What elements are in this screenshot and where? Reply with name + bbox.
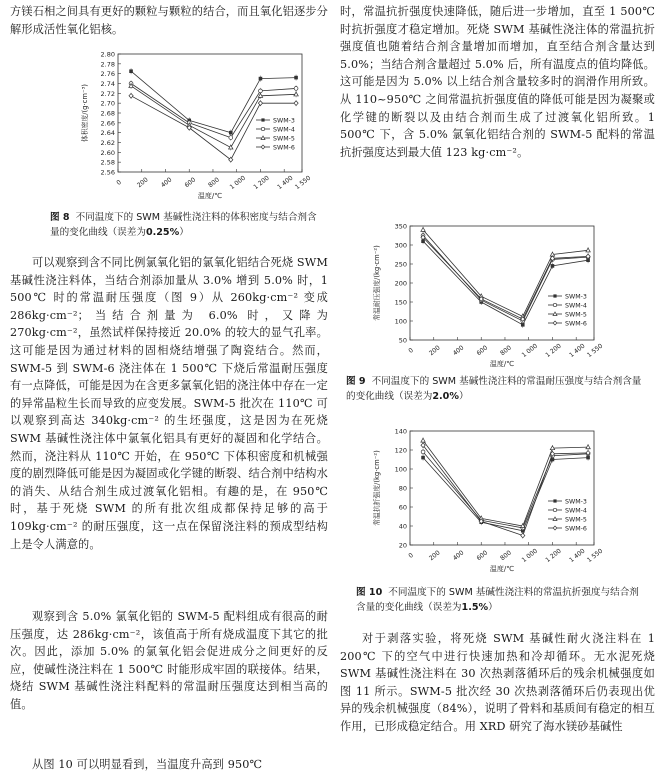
x-tick-label: 600: [475, 549, 490, 563]
caption-text: 不同温度下的 SWM 基碱性浇注料的常温耐压强度与结合剂含量的变化曲线（误差为: [346, 376, 642, 402]
x-tick-label: 800: [499, 549, 513, 563]
y-tick-label: 300: [394, 241, 407, 250]
y-tick-label: 350: [394, 222, 407, 231]
y-tick-label: 150: [394, 298, 407, 307]
caption-error: 2.0%: [432, 391, 459, 402]
legend-label: SWM-6: [565, 525, 587, 533]
right-bottom-paragraph: 对于剥落实验，将死烧 SWM 基碱性耐火浇注料在 1 200℃ 下的空气中进行快速加热和冷却循环。无水泥死烧 SWM 基碱性浇注料在 30 次热剥落循环后的残余机械强度如图 11 所示。SWM-5 批次经 30 次热剥落循环后仍表现出优异的残余机械强度（84%），说明了骨料和基质间有稳定的相互作用，已形成稳定结合。用 XRD 研究了海水镁砂基碱性: [340, 632, 655, 733]
x-tick-label: 200: [428, 549, 442, 563]
legend-marker: [553, 294, 556, 297]
chart-compressive-strength: [370, 220, 605, 368]
data-point: [229, 131, 233, 135]
data-point: [259, 89, 263, 93]
data-point: [259, 77, 263, 81]
legend-marker: [261, 145, 265, 149]
right-top-paragraph: 时，常温抗折强度快速降低，随后进一步增加，直至 1 500℃ 时抗折强度才稳定增加。死烧 SWM 基碱性浇注体的常温抗折强度值也随着结合剂含量增加而增加，直至结合剂含量达到 5.0%；当结合剂含量超过 5.0% 后，所有温度点的值均降低。这可能是因为 5.0% 以上结合剂含量较多时的润滑作用所致。从 110~950℃ 之间常温抗折强度值的降低可能是因为凝聚或化学键的断裂以及由结合剂而生成了过渡氧化铝所致。1 500℃ 下，含 5.0% 氯氧化铝结合剂的 SWM-5 配料的常温抗折强度达到最大值 123 kg·cm⁻²。: [340, 5, 655, 159]
x-tick-label: 1 200: [544, 547, 563, 565]
caption-close: ）: [488, 602, 498, 613]
figure-8: [78, 48, 313, 200]
data-point: [294, 87, 298, 91]
data-point: [421, 438, 425, 442]
y-tick-label: 2.56: [100, 168, 115, 177]
legend-marker: [553, 312, 557, 316]
x-tick-label: 800: [499, 344, 513, 358]
plot-frame: [118, 54, 302, 172]
legend-marker: [553, 508, 556, 511]
legend-marker: [553, 517, 557, 521]
y-tick-label: 100: [394, 317, 407, 326]
legend-label: SWM-4: [273, 126, 295, 134]
x-tick-label: 200: [428, 344, 442, 358]
figure-10-caption: [356, 585, 646, 615]
left-paragraph-2: 观察到含 5.0% 氯氧化铝的 SWM-5 配料组成有很高的耐压强度，达 286kg·cm⁻²，该值高于所有烧成温度下其它的批次。因此，添加 5.0% 的氯氧化铝会促进成分之间更好的反应，使碱性浇注料在 1 500℃ 时能形成牢固的联接体。结果，烧结 SWM 基碱性浇注料配料的常温耐压强度达到相当高的值。: [10, 610, 328, 711]
x-tick-label: 0: [407, 346, 415, 355]
x-tick-label: 1 000: [228, 174, 247, 192]
x-tick-label: 1 000: [520, 342, 539, 360]
y-tick-label: 60: [398, 503, 407, 512]
legend-label: SWM-4: [565, 507, 587, 515]
caption-label: 图 10: [356, 587, 383, 598]
x-tick-label: 1 200: [544, 342, 563, 360]
caption-close: ）: [458, 391, 469, 402]
y-tick-label: 20: [398, 541, 407, 550]
x-tick-label: 1 400: [568, 342, 587, 360]
data-point: [421, 456, 425, 460]
left-paragraph-1: 可以观察到含不同比例氯氧化铝的氯氧化铝结合死烧 SWM 基碱性浇注料体，当结合剂添加量从 3.0% 增到 5.0% 时，1 500℃ 时的常温耐压强度（图 9）从 260kg·cm⁻² 变成 286kg·cm⁻²；当结合剂量为 6.0% 时，又降为 270kg·cm⁻²，虽然试样保持接近 20.0% 的较大的显气孔率。这可能是因为通过材料的固相烧结增强了陶瓷结合。然而，SWM-5 到 SWM-6 浇注体在 1 500℃ 下烧后常温耐压强度有一点降低，可能是因为在含更多氯氧化铝的浇注体中存在一定的异常晶粒生长而导致的应变发展。SWM-5 批次在 110℃ 可以观察到高达 340kg·cm⁻² 的生坯强度，这是因为在死烧 SWM 基碱性浇注体中氯氧化铝具有更好的凝固和化学结合。然而，浇注料从 110℃ 开始，在 950℃ 下体积密度和机械强度的剧烈降低可能是因为凝固或化学键的断裂、结合剂中结构水的消失、从结合剂生成过渡氧化铝相。有趣的是，在 950℃ 时，基于死烧 SWM 的所有批次组成都保持足够的高于 109kg·cm⁻² 的耐压强度，这一点在保留浇注料的预成型结构上是令人满意的。: [10, 256, 328, 551]
figure-10: [370, 425, 605, 573]
x-tick-label: 1 400: [568, 547, 587, 565]
y-tick-label: 2.76: [100, 70, 115, 79]
y-axis-label: 常温耐压强度/(kg·cm⁻²): [373, 245, 381, 321]
y-tick-label: 2.74: [100, 80, 115, 88]
legend-marker: [553, 321, 557, 325]
series-line-swm-4: [423, 452, 588, 528]
data-point: [586, 248, 590, 252]
data-point: [294, 101, 298, 106]
legend-label: SWM-3: [273, 117, 295, 125]
x-tick-label: 1 550: [293, 174, 313, 192]
x-tick-label: 0: [115, 178, 123, 187]
series-line-swm-6: [423, 237, 588, 319]
caption-close: ）: [179, 227, 189, 238]
legend-marker: [553, 526, 557, 530]
y-tick-label: 2.70: [100, 99, 115, 108]
data-point: [521, 533, 525, 538]
x-tick-label: 1 400: [276, 174, 295, 192]
y-tick-label: 2.78: [100, 60, 115, 69]
y-tick-label: 140: [394, 427, 407, 436]
x-tick-label: 1 550: [585, 547, 605, 565]
data-point: [551, 264, 555, 268]
series-line-swm-3: [423, 458, 588, 531]
figure-9-caption: [346, 374, 646, 404]
chart-flexural-strength: [370, 425, 605, 573]
x-axis-label: 温度/℃: [489, 360, 515, 368]
y-axis-label: 常温抗折强度/(kg·cm⁻²): [373, 450, 381, 526]
data-point: [258, 101, 262, 106]
x-tick-label: 1 000: [520, 547, 539, 565]
legend-label: SWM-6: [565, 320, 587, 328]
y-tick-label: 250: [394, 260, 407, 269]
y-tick-label: 2.80: [100, 50, 115, 59]
y-tick-label: 40: [398, 522, 407, 531]
data-point: [421, 450, 425, 454]
y-tick-label: 80: [398, 484, 407, 493]
caption-error: 0.25%: [145, 227, 180, 238]
legend-label: SWM-3: [565, 293, 587, 301]
y-tick-label: 2.68: [100, 109, 115, 118]
legend-marker: [553, 303, 556, 306]
x-tick-label: 1 200: [252, 174, 271, 192]
y-tick-label: 2.62: [100, 139, 115, 147]
y-tick-label: 200: [394, 279, 407, 288]
caption-label: 图 9: [346, 376, 366, 387]
legend-label: SWM-5: [565, 516, 587, 524]
legend-marker: [553, 499, 556, 502]
caption-text: 不同温度下的 SWM 基碱性浇注料的常温抗折强度与结合剂含量的变化曲线（误差为: [356, 587, 639, 613]
caption-error: 1.5%: [461, 602, 489, 613]
data-point: [229, 145, 233, 149]
data-point: [129, 93, 133, 98]
x-tick-label: 600: [475, 344, 490, 358]
y-tick-label: 50: [398, 336, 407, 345]
legend-marker: [261, 127, 264, 130]
data-point: [294, 76, 298, 80]
x-tick-label: 200: [136, 176, 150, 190]
y-tick-label: 2.72: [100, 89, 115, 98]
legend-label: SWM-4: [565, 302, 587, 310]
legend-marker: [261, 136, 265, 140]
caption-label: 图 8: [50, 212, 70, 223]
x-tick-label: 400: [159, 176, 174, 190]
y-axis-label: 体积密度/(g·cm⁻³): [81, 84, 89, 142]
series-line-swm-5: [423, 230, 588, 317]
chart-bulk-density: [78, 48, 313, 200]
data-point: [229, 136, 233, 140]
data-point: [129, 69, 133, 73]
y-tick-label: 120: [394, 446, 407, 455]
y-tick-label: 2.60: [100, 148, 115, 157]
left-top-paragraph: 方镁石相之间具有更好的颗粒与颗粒的结合，而且氧化铝逐步分解形成活性氧化铝核。: [10, 5, 328, 36]
x-tick-label: 800: [207, 176, 221, 190]
series-line-swm-5: [131, 86, 296, 147]
figure-8-caption: [50, 210, 320, 240]
x-tick-label: 400: [451, 344, 466, 358]
y-tick-label: 100: [394, 465, 407, 474]
left-paragraph-3: 从图 10 可以明显看到，当温度升高到 950℃: [32, 758, 263, 771]
data-point: [421, 228, 425, 232]
figure-9: [370, 220, 605, 368]
x-tick-label: 600: [183, 176, 198, 190]
x-axis-label: 温度/℃: [489, 565, 515, 573]
y-tick-label: 2.58: [100, 158, 115, 167]
y-tick-label: 2.64: [100, 129, 115, 138]
x-axis-label: 温度/℃: [197, 192, 223, 200]
legend-marker: [261, 118, 264, 121]
x-tick-label: 0: [407, 551, 415, 560]
legend-label: SWM-3: [565, 498, 587, 506]
series-line-swm-3: [131, 71, 296, 132]
data-point: [294, 92, 298, 96]
x-tick-label: 400: [451, 549, 466, 563]
legend-label: SWM-6: [273, 144, 295, 152]
legend-label: SWM-5: [273, 135, 295, 143]
x-tick-label: 1 550: [585, 342, 605, 360]
y-tick-label: 2.66: [100, 119, 115, 128]
caption-text: 不同温度下的 SWM 基碱性浇注料的体积密度与结合剂含量的变化曲线（误差为: [50, 212, 317, 238]
legend-label: SWM-5: [565, 311, 587, 319]
